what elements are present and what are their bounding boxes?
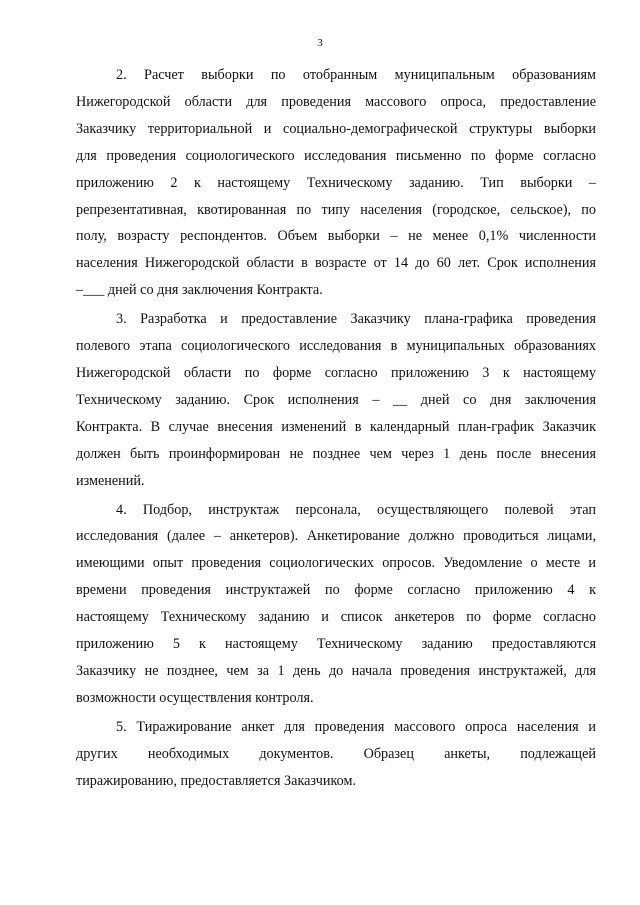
text-line: населения Нижегородской области в возрасте от 14 до 60 лет. Срок исполнения bbox=[76, 255, 596, 272]
text-line: настоящему Техническому заданию и список анкетеров по форме согласно bbox=[76, 609, 596, 626]
text-line: тиражированию, предоставляется Заказчиком. bbox=[76, 772, 356, 789]
text-line: времени проведения инструктажей по форме согласно приложению 4 к bbox=[76, 582, 596, 599]
text-line: Заказчику территориальной и социально-демографической структуры выборки bbox=[76, 120, 596, 137]
text-line: полевого этапа социологического исследования в муниципальных образованиях bbox=[76, 338, 596, 355]
text-line: 3. Разработка и предоставление Заказчику плана-графика проведения bbox=[116, 311, 596, 328]
text-line: для проведения социологического исследования письменно по форме согласно bbox=[76, 147, 596, 164]
text-line: приложению 2 к настоящему Техническому заданию. Тип выборки – bbox=[76, 174, 596, 191]
paragraph-item-3 bbox=[76, 306, 596, 494]
page-number: 3 bbox=[317, 37, 323, 49]
text-line: Нижегородской области по форме согласно приложению 3 к настоящему bbox=[76, 364, 596, 381]
text-line: 4. Подбор, инструктаж персонала, осуществляющего полевой этап bbox=[116, 501, 596, 518]
text-line: должен быть проинформирован не позднее чем через 1 день после внесения bbox=[76, 445, 596, 462]
text-line: Нижегородской области для проведения массового опроса, предоставление bbox=[76, 93, 596, 110]
text-line: репрезентативная, квотированная по типу населения (городское, сельское), по bbox=[76, 201, 596, 218]
document-body bbox=[76, 62, 596, 796]
text-line: полу, возрасту респондентов. Объем выборки – не менее 0,1% численности bbox=[76, 228, 596, 245]
text-line: имеющими опыт проведения социологических опросов. Уведомление о месте и bbox=[76, 555, 596, 572]
text-line: 2. Расчет выборки по отобранным муниципальным образованиям bbox=[116, 67, 596, 83]
text-line: исследования (далее – анкетеров). Анкетирование должно проводиться лицами, bbox=[76, 528, 596, 545]
text-line: Заказчику не позднее, чем за 1 день до начала проведения инструктажей, для bbox=[76, 662, 596, 679]
text-line: других необходимых документов. Образец анкеты, подлежащей bbox=[76, 745, 596, 762]
text-line: изменений. bbox=[76, 472, 145, 489]
text-line: –___ дней со дня заключения Контракта. bbox=[76, 282, 323, 299]
paragraph-item-4 bbox=[76, 497, 596, 712]
text-line: 5. Тиражирование анкет для проведения массового опроса населения и bbox=[116, 718, 596, 735]
text-line: Техническому заданию. Срок исполнения – __ дней со дня заключения bbox=[76, 391, 596, 408]
paragraph-item-5 bbox=[76, 714, 596, 795]
text-line: возможности осуществления контроля. bbox=[76, 689, 314, 706]
paragraph-item-2 bbox=[76, 62, 596, 304]
text-line: Контракта. В случае внесения изменений в календарный план-график Заказчик bbox=[76, 418, 596, 435]
text-line: приложению 5 к настоящему Техническому заданию предоставляются bbox=[76, 636, 596, 653]
